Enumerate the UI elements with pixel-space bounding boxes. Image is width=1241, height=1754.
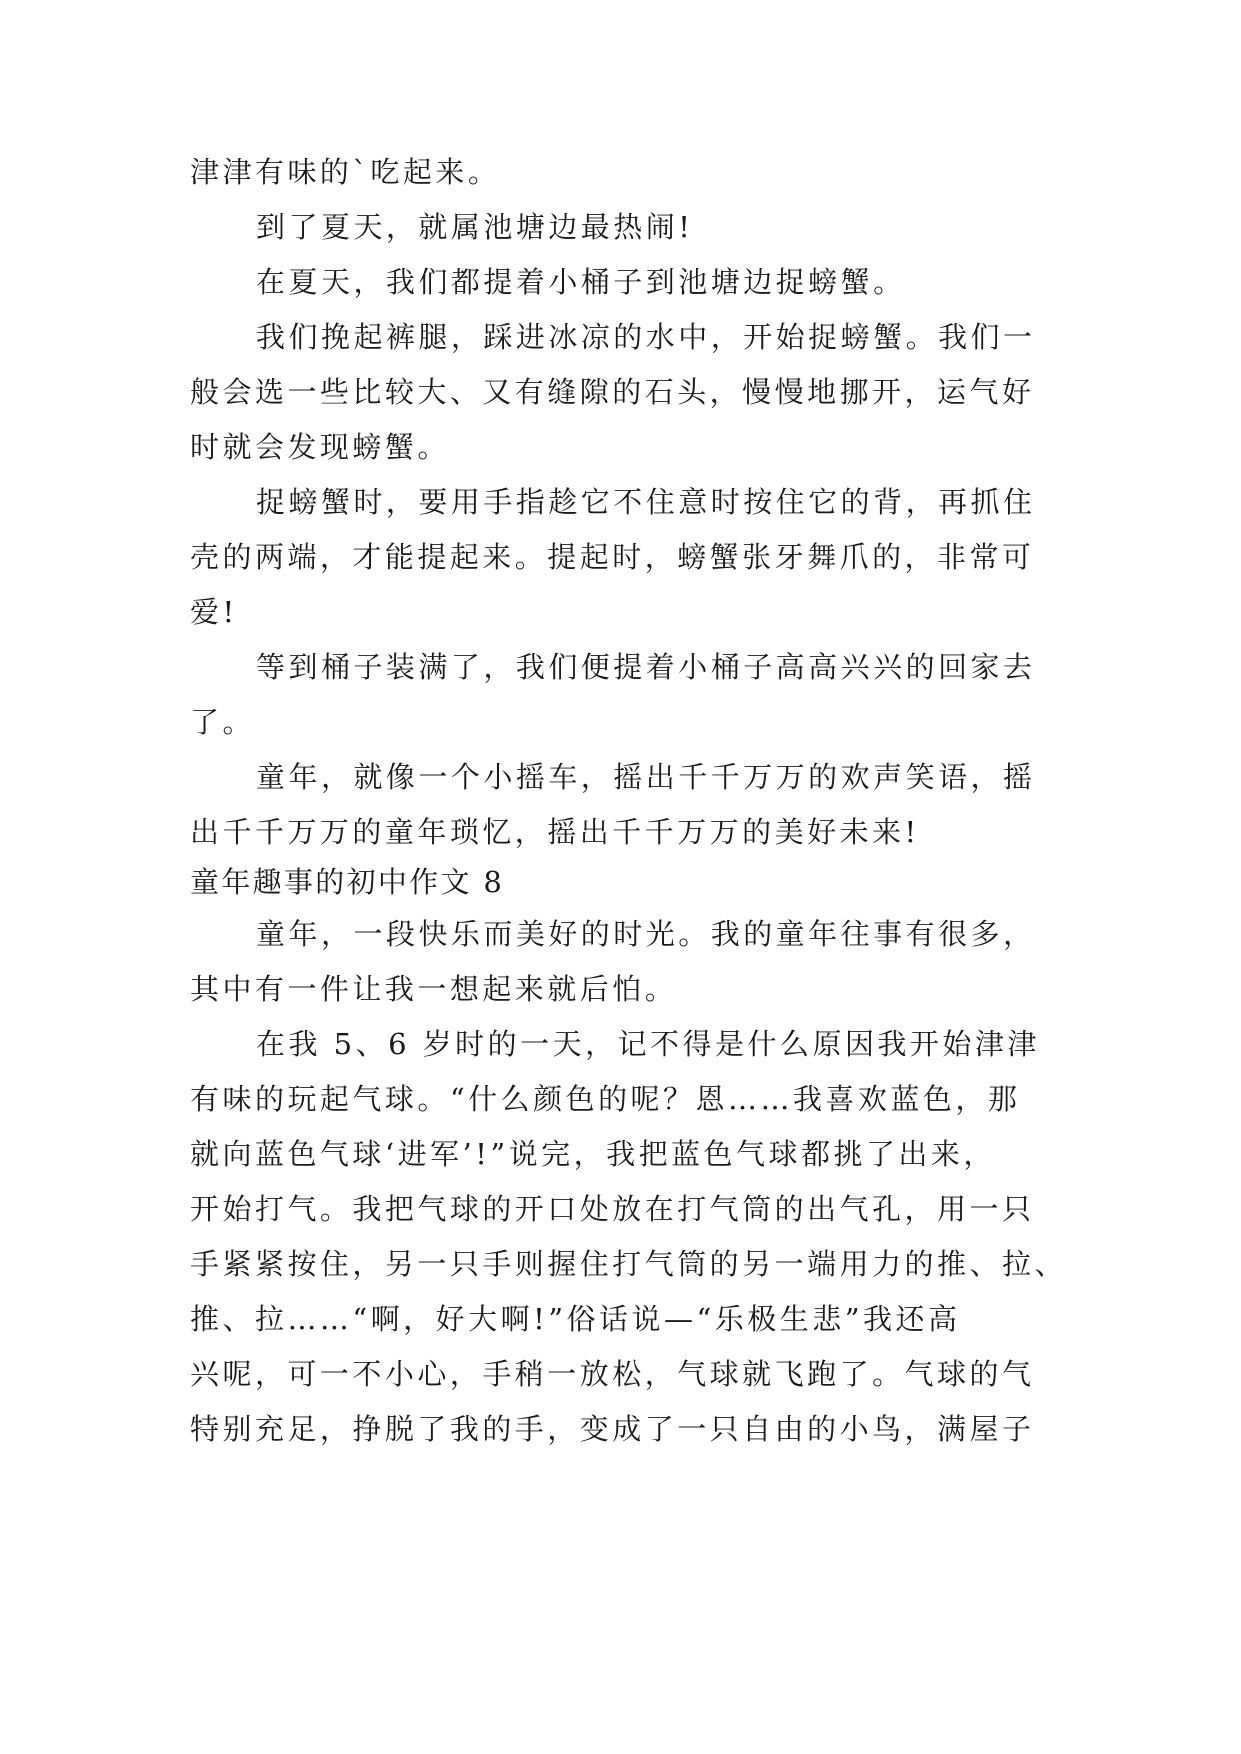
- text-line: 就向蓝色气球‘进军’!”说完，我把蓝色气球都挑了出来，: [190, 1137, 996, 1171]
- text-line: 童年，一段快乐而美好的时光。我的童年往事有很多，: [256, 917, 1036, 951]
- text-line: 有味的玩起气球。“什么颜色的呢？恩……我喜欢蓝色，那: [190, 1082, 1021, 1116]
- text-line: 捉螃蟹时，要用手指趁它不住意时按住它的背，再抓住: [256, 485, 1036, 519]
- text-line: 出千千万万的童年琐忆，摇出千千万万的美好未来!: [190, 815, 920, 849]
- text-line: 到了夏天，就属池塘边最热闹!: [256, 210, 694, 244]
- text-line: 兴呢，可一不小心，手稍一放松，气球就飞跑了。气球的气: [190, 1357, 1035, 1391]
- section-heading: 童年趣事的初中作文 8: [190, 865, 505, 899]
- text-line: 其中有一件让我一想起来就后怕。: [190, 972, 678, 1006]
- text-line: 般会选一些比较大、又有缝隙的石头，慢慢地挪开，运气好: [190, 375, 1035, 409]
- text-line: 在夏天，我们都提着小桶子到池塘边捉螃蟹。: [256, 265, 906, 299]
- text-line: 津津有味的`吃起来。: [190, 155, 501, 189]
- text-line: 手紧紧按住，另一只手则握住打气筒的另一端用力的推、拉、: [190, 1247, 1067, 1281]
- text-line: 开始打气。我把气球的开口处放在打气筒的出气孔，用一只: [190, 1192, 1035, 1226]
- text-line: 我们挽起裤腿，踩进冰凉的水中，开始捉螃蟹。我们一: [256, 320, 1036, 354]
- text-line: 壳的两端，才能提起来。提起时，螃蟹张牙舞爪的，非常可: [190, 540, 1035, 574]
- text-line: 推、拉……“啊，好大啊!”俗话说—“乐极生悲”我还高: [190, 1302, 961, 1336]
- text-line: 特别充足，挣脱了我的手，变成了一只自由的小鸟，满屋子: [190, 1412, 1035, 1446]
- text-line: 等到桶子装满了，我们便提着小桶子高高兴兴的回家去: [256, 650, 1036, 684]
- text-line: 爱!: [190, 595, 238, 629]
- text-line: 了。: [190, 705, 255, 739]
- text-line: 在我 5、6 岁时的一天，记不得是什么原因我开始津津: [256, 1027, 1040, 1061]
- text-line: 时就会发现螃蟹。: [190, 430, 450, 464]
- text-line: 童年，就像一个小摇车，摇出千千万万的欢声笑语，摇: [256, 760, 1036, 794]
